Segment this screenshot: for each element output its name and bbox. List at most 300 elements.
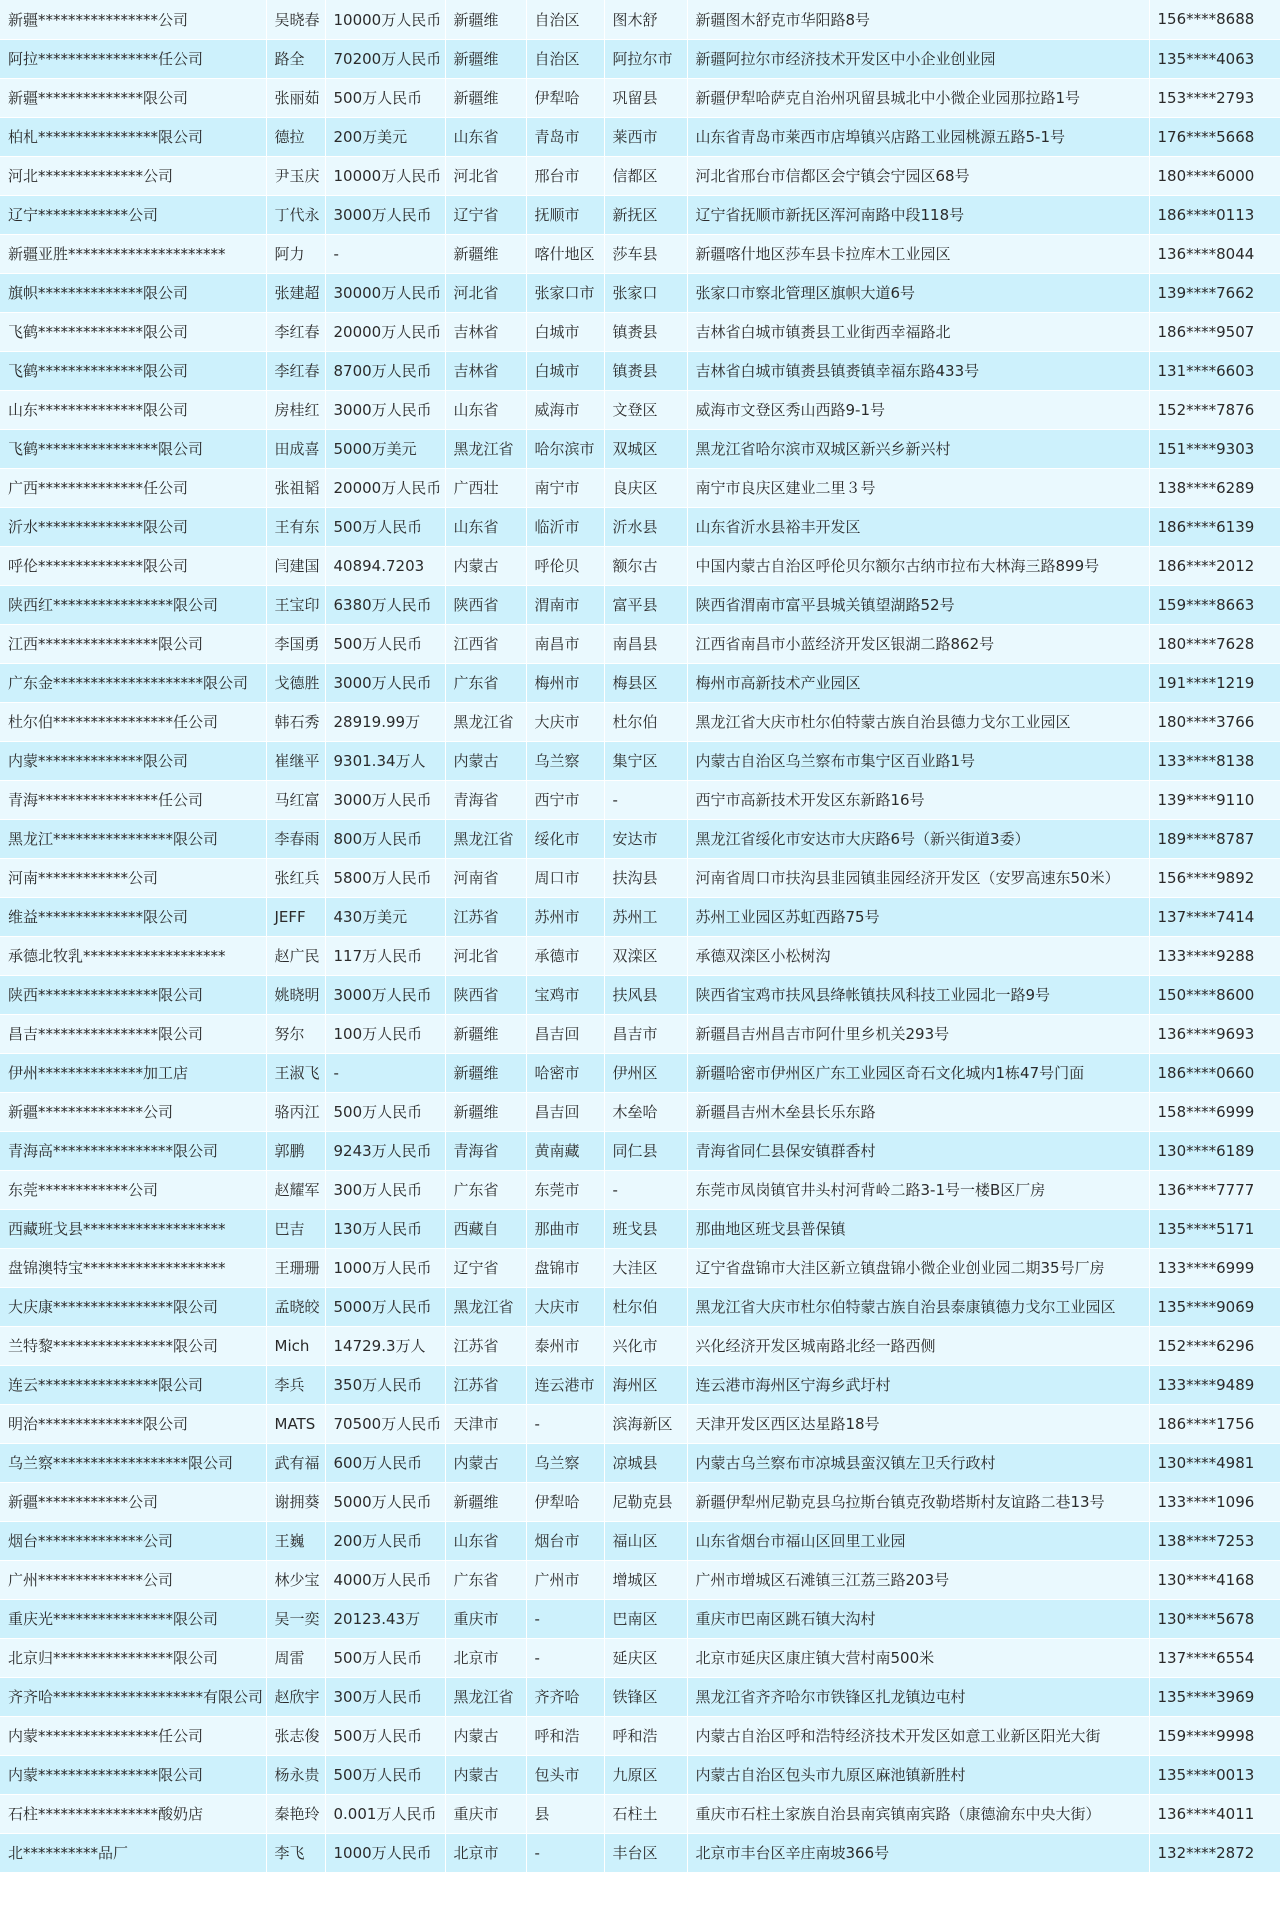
city-cell: 南宁市: [526, 468, 604, 507]
table-row: [0, 936, 1280, 975]
district-cell: 福山区: [604, 1521, 687, 1560]
company-cell: 东莞************公司: [0, 1170, 266, 1209]
capital-cell: 5800万人民币: [325, 858, 445, 897]
capital-cell: 1000万人民币: [325, 1248, 445, 1287]
company-cell: 沂水**************限公司: [0, 507, 266, 546]
table-row: [0, 546, 1280, 585]
city-cell: -: [526, 1599, 604, 1638]
district-cell: 凉城县: [604, 1443, 687, 1482]
city-cell: 泰州市: [526, 1326, 604, 1365]
company-cell: 重庆光****************限公司: [0, 1599, 266, 1638]
city-cell: 乌兰察: [526, 741, 604, 780]
province-cell: 江苏省: [445, 897, 526, 936]
province-cell: 天津市: [445, 1404, 526, 1443]
phone-cell: 133****9489: [1149, 1365, 1280, 1404]
district-cell: 良庆区: [604, 468, 687, 507]
city-cell: 自治区: [526, 39, 604, 78]
table-row: [0, 1560, 1280, 1599]
table-row: [0, 1482, 1280, 1521]
phone-cell: 153****2793: [1149, 78, 1280, 117]
phone-cell: 139****9110: [1149, 780, 1280, 819]
table-row: [0, 741, 1280, 780]
table-row: [0, 390, 1280, 429]
province-cell: 广西壮: [445, 468, 526, 507]
address-cell: 陕西省渭南市富平县城关镇望湖路52号: [687, 585, 1149, 624]
table-row: [0, 858, 1280, 897]
phone-cell: 159****8663: [1149, 585, 1280, 624]
province-cell: 吉林省: [445, 351, 526, 390]
contact-cell: 韩石秀: [266, 702, 325, 741]
company-cell: 辽宁************公司: [0, 195, 266, 234]
table-row: [0, 273, 1280, 312]
table-row: [0, 1092, 1280, 1131]
contact-cell: 赵欣宇: [266, 1677, 325, 1716]
capital-cell: 5000万人民币: [325, 1482, 445, 1521]
company-cell: 新疆************公司: [0, 1482, 266, 1521]
contact-cell: 王珊珊: [266, 1248, 325, 1287]
table-row: [0, 1053, 1280, 1092]
capital-cell: 5000万人民币: [325, 1287, 445, 1326]
province-cell: 山东省: [445, 507, 526, 546]
table-row: [0, 1170, 1280, 1209]
district-cell: 铁锋区: [604, 1677, 687, 1716]
city-cell: 昌吉回: [526, 1014, 604, 1053]
district-cell: 石柱土: [604, 1794, 687, 1833]
city-cell: 烟台市: [526, 1521, 604, 1560]
table-row: [0, 585, 1280, 624]
capital-cell: 6380万人民币: [325, 585, 445, 624]
district-cell: 梅县区: [604, 663, 687, 702]
address-cell: 内蒙古自治区乌兰察布市集宁区百业路1号: [687, 741, 1149, 780]
table-row: [0, 234, 1280, 273]
district-cell: 莱西市: [604, 117, 687, 156]
province-cell: 新疆维: [445, 78, 526, 117]
company-cell: 内蒙****************限公司: [0, 1755, 266, 1794]
table-row: [0, 1365, 1280, 1404]
phone-cell: 150****8600: [1149, 975, 1280, 1014]
table-row: [0, 1209, 1280, 1248]
contact-cell: 郭鹏: [266, 1131, 325, 1170]
company-cell: 江西****************限公司: [0, 624, 266, 663]
capital-cell: 3000万人民币: [325, 663, 445, 702]
contact-cell: 阿力: [266, 234, 325, 273]
phone-cell: 133****6999: [1149, 1248, 1280, 1287]
address-cell: 辽宁省盘锦市大洼区新立镇盘锦小微企业创业园二期35号厂房: [687, 1248, 1149, 1287]
company-cell: 呼伦**************限公司: [0, 546, 266, 585]
table-row: [0, 975, 1280, 1014]
table-row: [0, 507, 1280, 546]
contact-cell: 谢拥葵: [266, 1482, 325, 1521]
capital-cell: 430万美元: [325, 897, 445, 936]
contact-cell: 吴一奕: [266, 1599, 325, 1638]
capital-cell: 30000万人民币: [325, 273, 445, 312]
city-cell: 呼伦贝: [526, 546, 604, 585]
district-cell: 滨海新区: [604, 1404, 687, 1443]
phone-cell: 152****7876: [1149, 390, 1280, 429]
phone-cell: 156****9892: [1149, 858, 1280, 897]
company-cell: 杜尔伯****************任公司: [0, 702, 266, 741]
district-cell: 额尔古: [604, 546, 687, 585]
capital-cell: 4000万人民币: [325, 1560, 445, 1599]
company-cell: 连云****************限公司: [0, 1365, 266, 1404]
phone-cell: 136****8044: [1149, 234, 1280, 273]
contact-cell: JEFF: [266, 897, 325, 936]
province-cell: 北京市: [445, 1638, 526, 1677]
contact-cell: 巴吉: [266, 1209, 325, 1248]
province-cell: 新疆维: [445, 1482, 526, 1521]
capital-cell: 500万人民币: [325, 507, 445, 546]
contact-cell: 闫建国: [266, 546, 325, 585]
company-cell: 旗帜**************限公司: [0, 273, 266, 312]
province-cell: 黑龙江省: [445, 1677, 526, 1716]
district-cell: 昌吉市: [604, 1014, 687, 1053]
table-row: [0, 663, 1280, 702]
capital-cell: 117万人民币: [325, 936, 445, 975]
address-cell: 新疆昌吉州木垒县长乐东路: [687, 1092, 1149, 1131]
company-cell: 内蒙****************任公司: [0, 1716, 266, 1755]
phone-cell: 137****7414: [1149, 897, 1280, 936]
capital-cell: 300万人民币: [325, 1170, 445, 1209]
district-cell: -: [604, 1170, 687, 1209]
city-cell: 广州市: [526, 1560, 604, 1599]
district-cell: 南昌县: [604, 624, 687, 663]
district-cell: 杜尔伯: [604, 1287, 687, 1326]
district-cell: 双城区: [604, 429, 687, 468]
table-row: [0, 195, 1280, 234]
district-cell: 杜尔伯: [604, 702, 687, 741]
phone-cell: 186****0660: [1149, 1053, 1280, 1092]
city-cell: 白城市: [526, 312, 604, 351]
address-cell: 新疆伊犁州尼勒克县乌拉斯台镇克孜勒塔斯村友谊路二巷13号: [687, 1482, 1149, 1521]
phone-cell: 152****6296: [1149, 1326, 1280, 1365]
contact-cell: 崔继平: [266, 741, 325, 780]
address-cell: 黑龙江省大庆市杜尔伯特蒙古族自治县泰康镇德力戈尔工业园区: [687, 1287, 1149, 1326]
district-cell: 文登区: [604, 390, 687, 429]
table-row: [0, 702, 1280, 741]
address-cell: 北京市丰台区辛庄南坡366号: [687, 1833, 1149, 1872]
province-cell: 重庆市: [445, 1599, 526, 1638]
company-cell: 伊州**************加工店: [0, 1053, 266, 1092]
company-cell: 青海高****************限公司: [0, 1131, 266, 1170]
contact-cell: 王淑飞: [266, 1053, 325, 1092]
address-cell: 重庆市石柱土家族自治县南宾镇南宾路（康德渝东中央大街）: [687, 1794, 1149, 1833]
district-cell: 信都区: [604, 156, 687, 195]
district-cell: 张家口: [604, 273, 687, 312]
contact-cell: 周雷: [266, 1638, 325, 1677]
contact-cell: 张红兵: [266, 858, 325, 897]
capital-cell: 10000万人民币: [325, 0, 445, 39]
province-cell: 重庆市: [445, 1794, 526, 1833]
company-cell: 飞鹤****************限公司: [0, 429, 266, 468]
phone-cell: 139****7662: [1149, 273, 1280, 312]
contact-cell: 张建超: [266, 273, 325, 312]
province-cell: 内蒙古: [445, 1755, 526, 1794]
province-cell: 河北省: [445, 936, 526, 975]
province-cell: 内蒙古: [445, 741, 526, 780]
company-cell: 阿拉****************任公司: [0, 39, 266, 78]
capital-cell: 3000万人民币: [325, 195, 445, 234]
contact-cell: 丁代永: [266, 195, 325, 234]
address-cell: 东莞市凤岗镇官井头村河背岭二路3-1号一楼B区厂房: [687, 1170, 1149, 1209]
contact-cell: 李国勇: [266, 624, 325, 663]
capital-cell: 20000万人民币: [325, 468, 445, 507]
city-cell: 哈密市: [526, 1053, 604, 1092]
province-cell: 青海省: [445, 780, 526, 819]
city-cell: 张家口市: [526, 273, 604, 312]
city-cell: -: [526, 1404, 604, 1443]
district-cell: 图木舒: [604, 0, 687, 39]
capital-cell: 500万人民币: [325, 78, 445, 117]
address-cell: 北京市延庆区康庄镇大营村南500米: [687, 1638, 1149, 1677]
phone-cell: 135****3969: [1149, 1677, 1280, 1716]
contact-cell: 林少宝: [266, 1560, 325, 1599]
province-cell: 江苏省: [445, 1326, 526, 1365]
table-row: [0, 312, 1280, 351]
address-cell: 连云港市海州区宁海乡武圩村: [687, 1365, 1149, 1404]
city-cell: 齐齐哈: [526, 1677, 604, 1716]
capital-cell: 70200万人民币: [325, 39, 445, 78]
district-cell: 阿拉尔市: [604, 39, 687, 78]
district-cell: 伊州区: [604, 1053, 687, 1092]
company-cell: 北**********品厂: [0, 1833, 266, 1872]
district-cell: 苏州工: [604, 897, 687, 936]
city-cell: 哈尔滨市: [526, 429, 604, 468]
company-cell: 烟台**************公司: [0, 1521, 266, 1560]
company-cell: 陕西红****************限公司: [0, 585, 266, 624]
capital-cell: 40894.7203: [325, 546, 445, 585]
address-cell: 新疆伊犁哈萨克自治州巩留县城北中小微企业园那拉路1号: [687, 78, 1149, 117]
capital-cell: 600万人民币: [325, 1443, 445, 1482]
company-cell: 盘锦澳特宝*******************: [0, 1248, 266, 1287]
table-row: [0, 1287, 1280, 1326]
address-cell: 新疆哈密市伊州区广东工业园区奇石文化城内1栋47号门面: [687, 1053, 1149, 1092]
capital-cell: 3000万人民币: [325, 975, 445, 1014]
company-cell: 飞鹤**************限公司: [0, 312, 266, 351]
phone-cell: 133****8138: [1149, 741, 1280, 780]
table-row: [0, 1248, 1280, 1287]
capital-cell: 8700万人民币: [325, 351, 445, 390]
company-cell: 广西**************任公司: [0, 468, 266, 507]
phone-cell: 130****4981: [1149, 1443, 1280, 1482]
address-cell: 河北省邢台市信都区会宁镇会宁园区68号: [687, 156, 1149, 195]
contact-cell: 房桂红: [266, 390, 325, 429]
contact-cell: 赵耀军: [266, 1170, 325, 1209]
phone-cell: 136****7777: [1149, 1170, 1280, 1209]
capital-cell: 350万人民币: [325, 1365, 445, 1404]
capital-cell: 500万人民币: [325, 1092, 445, 1131]
city-cell: 连云港市: [526, 1365, 604, 1404]
district-cell: 巩留县: [604, 78, 687, 117]
table-row: [0, 1716, 1280, 1755]
company-cell: 承德北牧乳*******************: [0, 936, 266, 975]
province-cell: 山东省: [445, 390, 526, 429]
table-row: [0, 1443, 1280, 1482]
phone-cell: 158****6999: [1149, 1092, 1280, 1131]
table-row: [0, 1014, 1280, 1053]
company-cell: 黑龙江****************限公司: [0, 819, 266, 858]
company-cell: 广州**************公司: [0, 1560, 266, 1599]
province-cell: 广东省: [445, 663, 526, 702]
address-cell: 重庆市巴南区跳石镇大沟村: [687, 1599, 1149, 1638]
table-row: [0, 1794, 1280, 1833]
city-cell: 周口市: [526, 858, 604, 897]
province-cell: 新疆维: [445, 1053, 526, 1092]
contact-cell: 李红春: [266, 351, 325, 390]
company-cell: 广东金********************限公司: [0, 663, 266, 702]
table-row: [0, 1638, 1280, 1677]
district-cell: 双滦区: [604, 936, 687, 975]
phone-cell: 138****7253: [1149, 1521, 1280, 1560]
district-cell: 丰台区: [604, 1833, 687, 1872]
district-cell: 同仁县: [604, 1131, 687, 1170]
address-cell: 黑龙江省齐齐哈尔市铁锋区扎龙镇边屯村: [687, 1677, 1149, 1716]
phone-cell: 191****1219: [1149, 663, 1280, 702]
table-row: [0, 0, 1280, 39]
company-cell: 陕西****************限公司: [0, 975, 266, 1014]
city-cell: 南昌市: [526, 624, 604, 663]
phone-cell: 180****6000: [1149, 156, 1280, 195]
city-cell: 承德市: [526, 936, 604, 975]
address-cell: 黑龙江省大庆市杜尔伯特蒙古族自治县德力戈尔工业园区: [687, 702, 1149, 741]
province-cell: 山东省: [445, 1521, 526, 1560]
company-cell: 新疆**************公司: [0, 1092, 266, 1131]
city-cell: 威海市: [526, 390, 604, 429]
phone-cell: 135****9069: [1149, 1287, 1280, 1326]
contact-cell: MATS: [266, 1404, 325, 1443]
table-row: [0, 1599, 1280, 1638]
capital-cell: 3000万人民币: [325, 390, 445, 429]
address-cell: 江西省南昌市小蓝经济开发区银湖二路862号: [687, 624, 1149, 663]
province-cell: 河北省: [445, 156, 526, 195]
province-cell: 广东省: [445, 1170, 526, 1209]
company-cell: 维益**************限公司: [0, 897, 266, 936]
table-row: [0, 1677, 1280, 1716]
address-cell: 新疆昌吉州昌吉市阿什里乡机关293号: [687, 1014, 1149, 1053]
address-cell: 新疆阿拉尔市经济技术开发区中小企业创业园: [687, 39, 1149, 78]
province-cell: 河北省: [445, 273, 526, 312]
contact-cell: 路全: [266, 39, 325, 78]
phone-cell: 159****9998: [1149, 1716, 1280, 1755]
capital-cell: 130万人民币: [325, 1209, 445, 1248]
city-cell: 白城市: [526, 351, 604, 390]
address-cell: 苏州工业园区苏虹西路75号: [687, 897, 1149, 936]
table-row: [0, 624, 1280, 663]
contact-cell: 张志俊: [266, 1716, 325, 1755]
contact-cell: 王有东: [266, 507, 325, 546]
capital-cell: 200万美元: [325, 117, 445, 156]
address-cell: 山东省沂水县裕丰开发区: [687, 507, 1149, 546]
phone-cell: 130****6189: [1149, 1131, 1280, 1170]
phone-cell: 133****1096: [1149, 1482, 1280, 1521]
city-cell: 东莞市: [526, 1170, 604, 1209]
district-cell: 呼和浩: [604, 1716, 687, 1755]
city-cell: 伊犁哈: [526, 1482, 604, 1521]
address-cell: 黑龙江省哈尔滨市双城区新兴乡新兴村: [687, 429, 1149, 468]
province-cell: 黑龙江省: [445, 429, 526, 468]
company-cell: 新疆****************公司: [0, 0, 266, 39]
district-cell: 新抚区: [604, 195, 687, 234]
city-cell: 临沂市: [526, 507, 604, 546]
capital-cell: 20123.43万: [325, 1599, 445, 1638]
capital-cell: 500万人民币: [325, 624, 445, 663]
province-cell: 内蒙古: [445, 1443, 526, 1482]
province-cell: 新疆维: [445, 0, 526, 39]
district-cell: 镇赉县: [604, 312, 687, 351]
province-cell: 吉林省: [445, 312, 526, 351]
address-cell: 黑龙江省绥化市安达市大庆路6号（新兴街道3委）: [687, 819, 1149, 858]
phone-cell: 151****9303: [1149, 429, 1280, 468]
address-cell: 广州市增城区石滩镇三江荔三路203号: [687, 1560, 1149, 1599]
city-cell: 抚顺市: [526, 195, 604, 234]
phone-cell: 186****6139: [1149, 507, 1280, 546]
province-cell: 辽宁省: [445, 1248, 526, 1287]
table-row: [0, 780, 1280, 819]
district-cell: 增城区: [604, 1560, 687, 1599]
city-cell: 大庆市: [526, 702, 604, 741]
city-cell: 黄南藏: [526, 1131, 604, 1170]
table-row: [0, 39, 1280, 78]
contact-cell: 德拉: [266, 117, 325, 156]
district-cell: 九原区: [604, 1755, 687, 1794]
city-cell: 包头市: [526, 1755, 604, 1794]
address-cell: 承德双滦区小松树沟: [687, 936, 1149, 975]
address-cell: 内蒙古自治区呼和浩特经济技术开发区如意工业新区阳光大街: [687, 1716, 1149, 1755]
district-cell: 镇赉县: [604, 351, 687, 390]
phone-cell: 180****3766: [1149, 702, 1280, 741]
phone-cell: 156****8688: [1149, 0, 1280, 39]
phone-cell: 132****2872: [1149, 1833, 1280, 1872]
capital-cell: 500万人民币: [325, 1755, 445, 1794]
capital-cell: 3000万人民币: [325, 780, 445, 819]
district-cell: 海州区: [604, 1365, 687, 1404]
capital-cell: 70500万人民币: [325, 1404, 445, 1443]
company-cell: 齐齐哈********************有限公司: [0, 1677, 266, 1716]
capital-cell: 500万人民币: [325, 1716, 445, 1755]
address-cell: 南宁市良庆区建业二里３号: [687, 468, 1149, 507]
province-cell: 西藏自: [445, 1209, 526, 1248]
city-cell: 邢台市: [526, 156, 604, 195]
province-cell: 内蒙古: [445, 1716, 526, 1755]
district-cell: 延庆区: [604, 1638, 687, 1677]
table-row: [0, 1131, 1280, 1170]
capital-cell: 100万人民币: [325, 1014, 445, 1053]
contact-cell: 赵广民: [266, 936, 325, 975]
company-cell: 石柱****************酸奶店: [0, 1794, 266, 1833]
contact-cell: 王宝印: [266, 585, 325, 624]
district-cell: 沂水县: [604, 507, 687, 546]
province-cell: 河南省: [445, 858, 526, 897]
city-cell: 昌吉回: [526, 1092, 604, 1131]
phone-cell: 189****8787: [1149, 819, 1280, 858]
city-cell: 梅州市: [526, 663, 604, 702]
province-cell: 江西省: [445, 624, 526, 663]
province-cell: 陕西省: [445, 585, 526, 624]
phone-cell: 137****6554: [1149, 1638, 1280, 1677]
contact-cell: 李飞: [266, 1833, 325, 1872]
address-cell: 陕西省宝鸡市扶风县绛帐镇扶风科技工业园北一路9号: [687, 975, 1149, 1014]
company-cell: 飞鹤**************限公司: [0, 351, 266, 390]
phone-cell: 131****6603: [1149, 351, 1280, 390]
address-cell: 那曲地区班戈县普保镇: [687, 1209, 1149, 1248]
company-cell: 河南************公司: [0, 858, 266, 897]
district-cell: 木垒哈: [604, 1092, 687, 1131]
capital-cell: 9301.34万人: [325, 741, 445, 780]
city-cell: -: [526, 1638, 604, 1677]
address-cell: 吉林省白城市镇赉县镇赉镇幸福东路433号: [687, 351, 1149, 390]
contact-cell: 王巍: [266, 1521, 325, 1560]
table-row: [0, 1521, 1280, 1560]
capital-cell: 800万人民币: [325, 819, 445, 858]
